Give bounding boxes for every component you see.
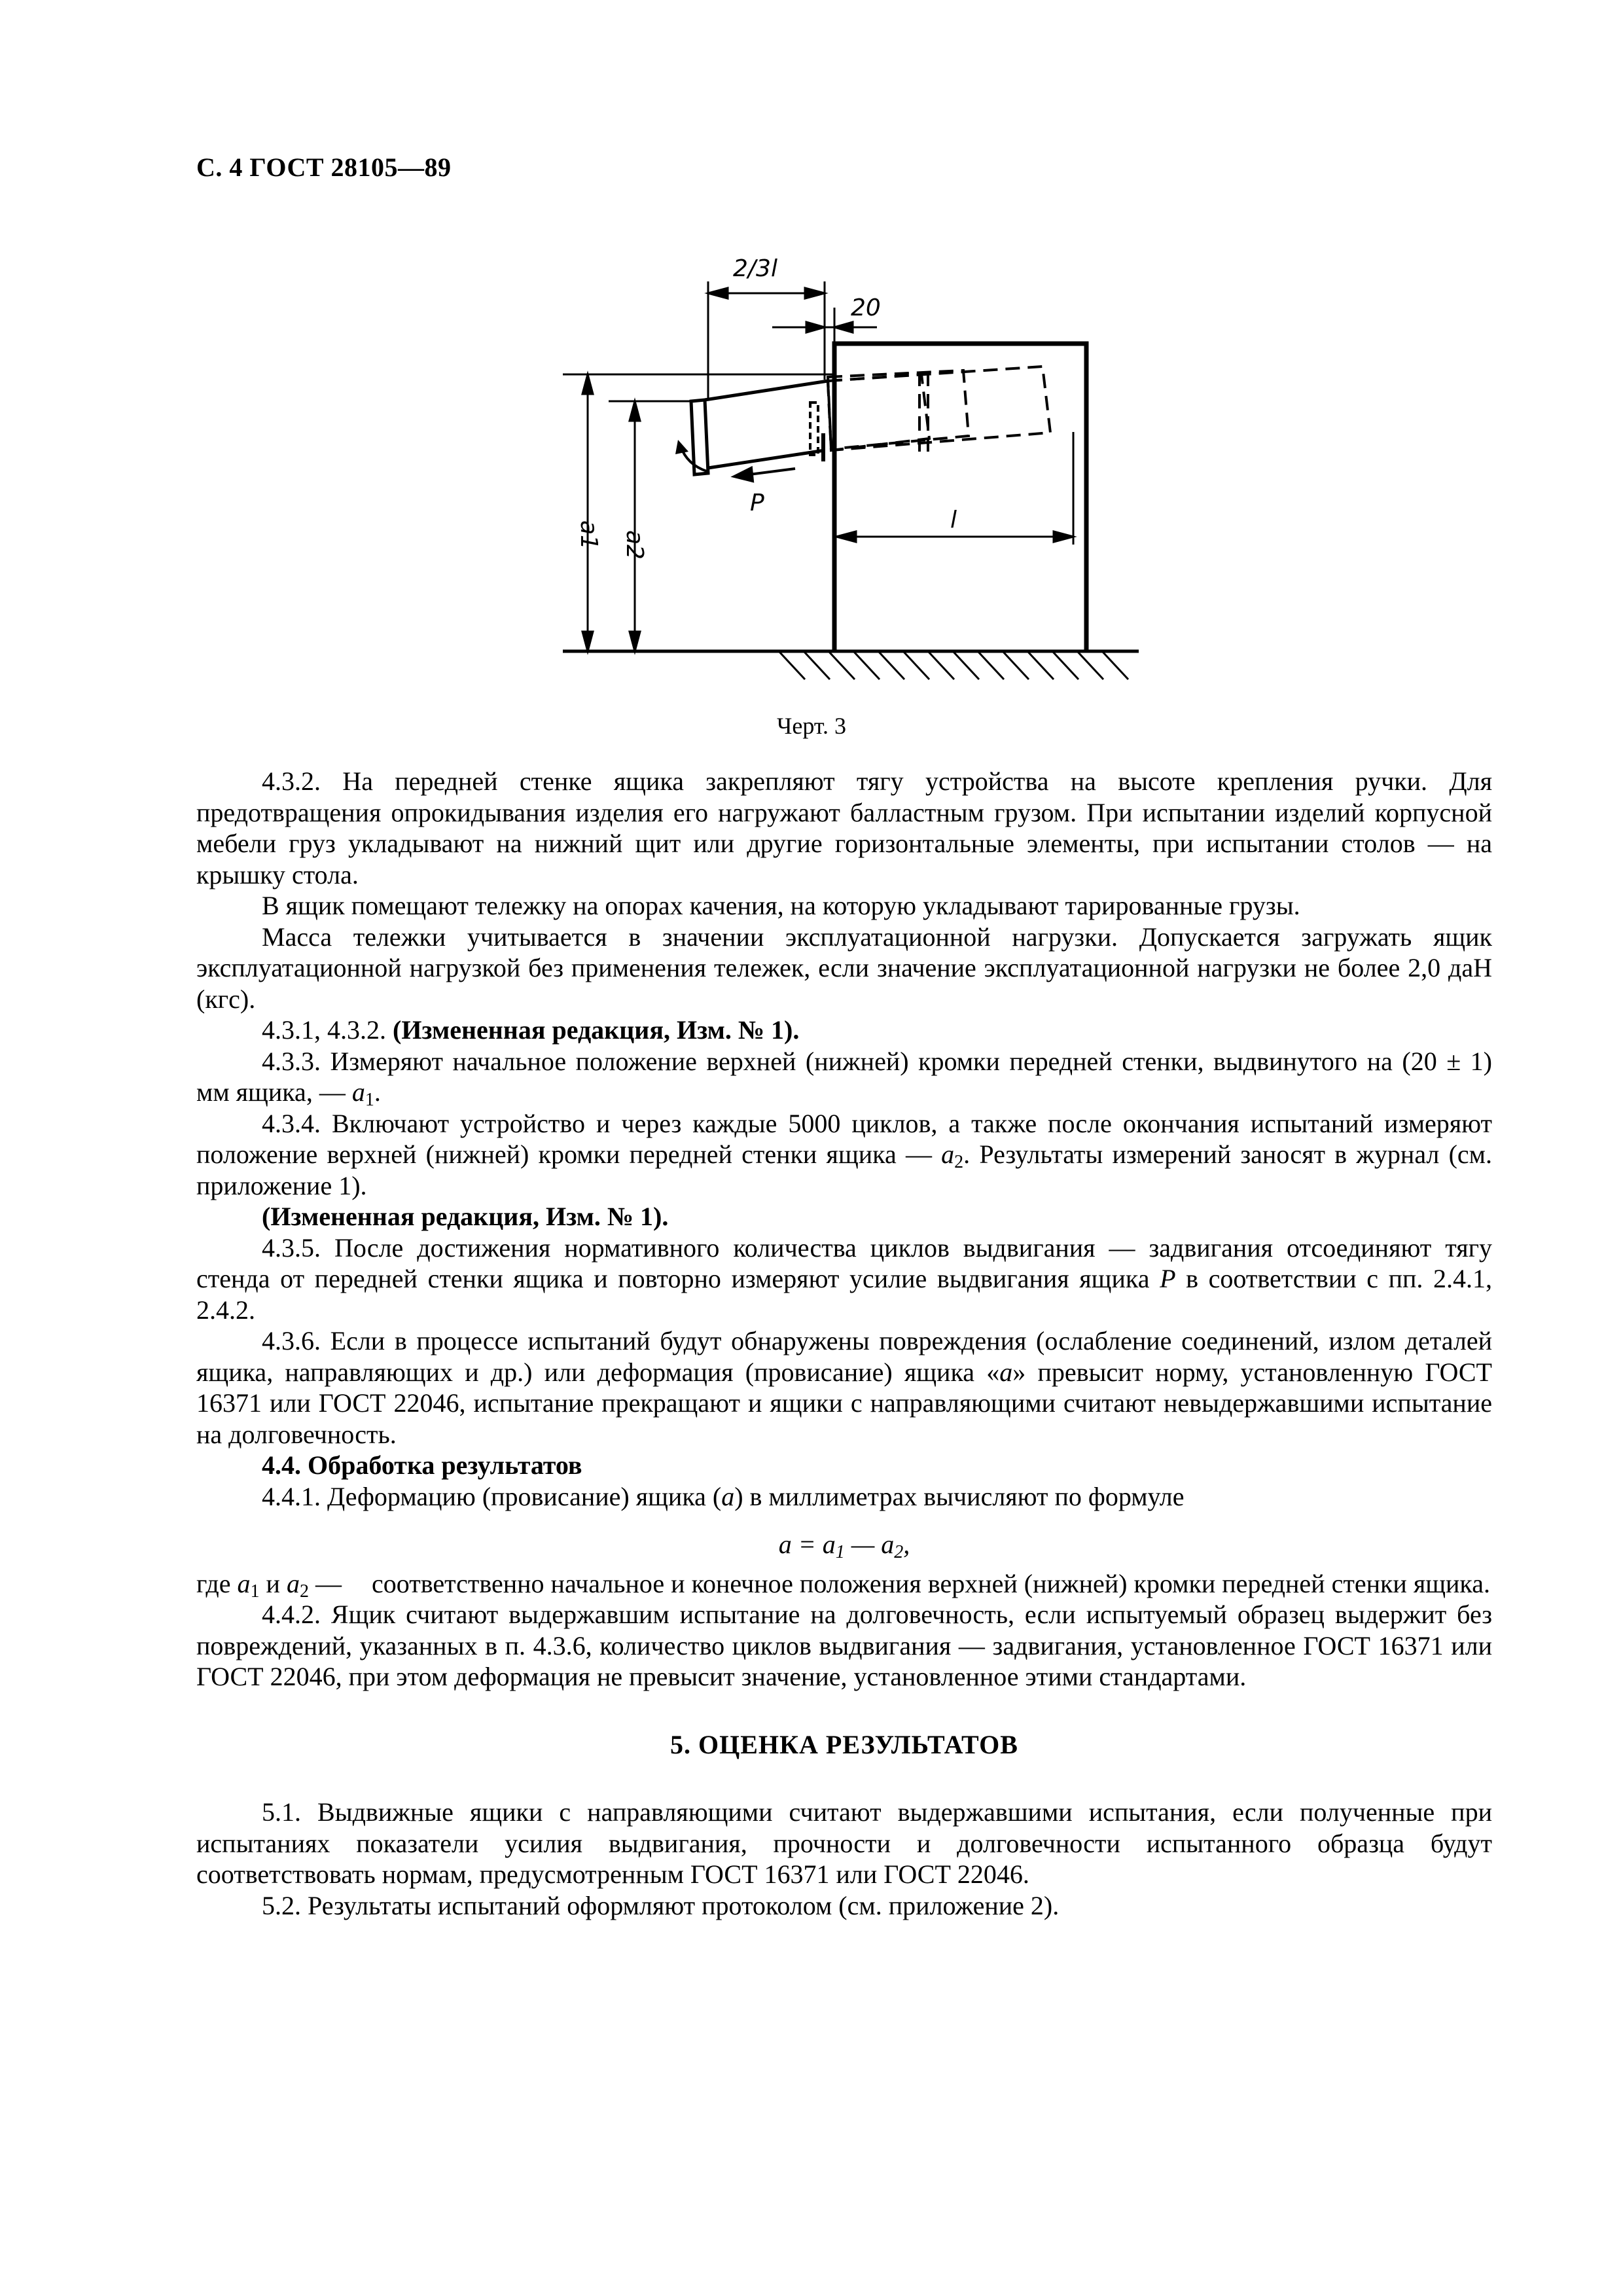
page-header: С. 4 ГОСТ 28105—89 bbox=[196, 152, 452, 182]
dim-a bbox=[563, 374, 834, 651]
para-4-3-2-c: Масса тележки учитывается в значении эксплуатационной нагрузки. Допускается загружать ящик эксплуатационной нагрузкой без применения тележек, если значение эксплуатационной нагрузки не более 2,0 даН (кгс). bbox=[196, 922, 1492, 1014]
para-4-3-2-b: В ящик помещают тележку на опорах качения, на которую укладывают тарированные грузы. bbox=[262, 891, 1300, 920]
para-4-3-2: 4.3.2. На передней стенке ящика закрепляют тягу устройства на высоте крепления ручки. Для предотвращения опрокидывания изделия его нагружают балластным грузом. При испытании изделий корпусной мебели груз укладывают на нижний щит или другие горизонтальные элементы, при испытании столов — на крышку стола. bbox=[196, 766, 1492, 889]
section-4-4-title: 4.4. Обработка результатов bbox=[262, 1450, 582, 1480]
label-a1: a1 bbox=[575, 520, 602, 550]
figure-drawing bbox=[563, 242, 1152, 707]
label-dim-l: l bbox=[950, 507, 957, 533]
para-4-3-4-note: (Измененная редакция, Изм. № 1). bbox=[262, 1202, 669, 1231]
force-arrow bbox=[734, 468, 795, 481]
para-4-3-4: 4.3.4. Включают устройство и через каждые 5000 циклов, а также после окончания испытаний измеряют положение верхней (нижней) кромки передней стенки ящика — $a_2$. Результаты измерений заносят в журнал (см. приложение 1). bbox=[196, 1108, 1492, 1200]
para-4-4-1: 4.4.1. Деформацию (провисание) ящика (a) в миллиметрах вычисляют по формуле bbox=[262, 1481, 1185, 1511]
para-4-4-2: 4.4.2. Ящик считают выдержавшим испытание на долговечность, если испытуемый образец выдержит без повреждений, указанных в п. 4.3.6, количество циклов выдвигания — задвигания, установленное ГОСТ 16371 или ГОСТ 22046, при этом деформация не превысит значение, установленное этими стандартами. bbox=[196, 1600, 1492, 1691]
label-force-p: P bbox=[750, 490, 764, 516]
floor-hatching bbox=[779, 651, 1128, 679]
drawer-extended bbox=[691, 381, 828, 475]
drawer-test-diagram bbox=[563, 242, 1152, 707]
formula-deformation: $a = a_1$ — $a_2$, bbox=[778, 1530, 910, 1562]
cabinet-outline bbox=[834, 344, 1086, 651]
para-5-2: 5.2. Результаты испытаний оформляют протоколом (см. приложение 2). bbox=[262, 1890, 1060, 1920]
section-5-title: 5. ОЦЕНКА РЕЗУЛЬТАТОВ bbox=[670, 1729, 1018, 1759]
para-4-3-6: 4.3.6. Если в процессе испытаний будут обнаружены повреждения (ослабление соединений, излом деталей ящика, направляющих и др.) или деформация (провисание) ящика «a» превысит норму, установленную ГОСТ 16371 или ГОСТ 22046, испытание прекращают и ящики с направляющими считают невыдержавшими испытание на долговечность. bbox=[196, 1326, 1492, 1449]
drawer-dashed bbox=[828, 367, 1050, 452]
para-4-3-1-note: 4.3.1, 4.3.2. (Измененная редакция, Изм. № 1). bbox=[262, 1015, 800, 1045]
figure-caption: Черт. 3 bbox=[777, 713, 846, 739]
label-dim-20: 20 bbox=[851, 295, 881, 321]
label-dim-two-thirds: 2/3l bbox=[733, 255, 777, 282]
para-4-3-5: 4.3.5. После достижения нормативного количества циклов выдвигания — задвигания отсоединяют тягу стенда от передней стенки ящика и повторно измеряют усилие выдвигания ящика P в соответствии с пп. 2.4.1, 2.4.2. bbox=[196, 1232, 1493, 1325]
body-text bbox=[196, 766, 1492, 1921]
label-a2: a2 bbox=[621, 530, 648, 560]
para-5-1: 5.1. Выдвижные ящики с направляющими считают выдержавшими испытания, если полученные при испытаниях показатели усилия выдвигания, прочности и долговечности испытанного образца будут соответствовать нормам, предусмотренным ГОСТ 16371 или ГОСТ 22046. bbox=[196, 1797, 1492, 1889]
formula-legend: где $a_1$ и $a_2$ — соответственно начальное и конечное положения верхней (нижней) кромки передней стенки ящика. bbox=[196, 1568, 1491, 1602]
para-4-3-3: 4.3.3. Измеряют начальное положение верхней (нижней) кромки передней стенки, выдвинутого на (20 ± 1) мм ящика, — $a_1$. bbox=[196, 1046, 1492, 1110]
